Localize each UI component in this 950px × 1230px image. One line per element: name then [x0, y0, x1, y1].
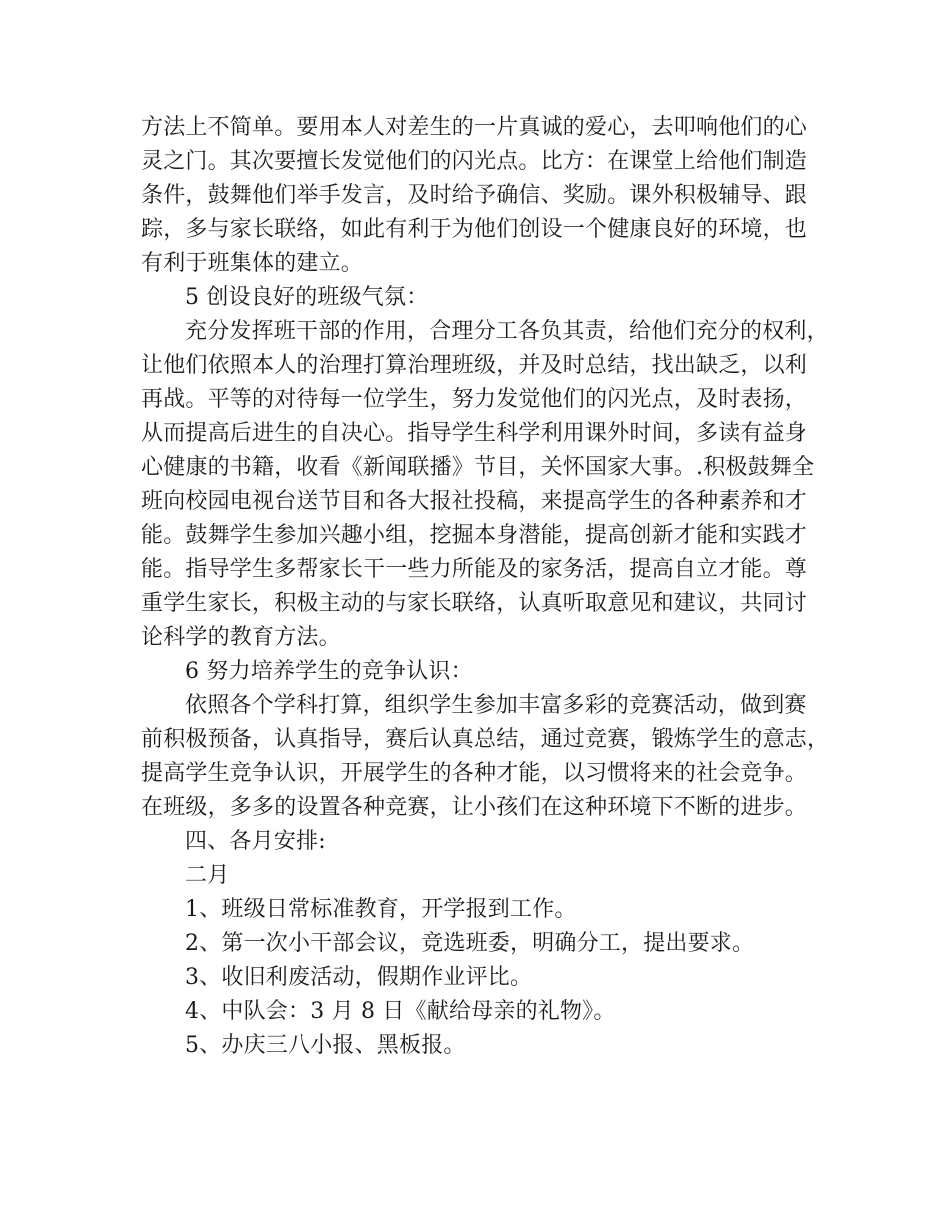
- paragraph-line: 依照各个学科打算，组织学生参加丰富多彩的竞赛活动，做到赛: [185, 693, 807, 718]
- list-item: 2、第一次小干部会议，竞选班委，明确分工，提出要求。: [185, 931, 755, 956]
- list-item: 4、中队会：3 月 8 日《献给母亲的礼物》。: [185, 999, 616, 1024]
- list-item: 5、办庆三八小报、黑板报。: [185, 1033, 466, 1058]
- paragraph-line: 有利于班集体的建立。: [141, 251, 364, 276]
- paragraph-line: 条件，鼓舞他们举手发言，及时给予确信、奖励。课外积极辅导、跟: [141, 183, 808, 208]
- paragraph-line: 心健康的书籍，收看《新闻联播》节目，关怀国家大事。.积极鼓舞全: [141, 455, 815, 480]
- paragraph-line: 重学生家长，积极主动的与家长联络，认真听取意见和建议，共同讨: [141, 591, 808, 616]
- paragraph-line: 能。鼓舞学生参加兴趣小组，挖掘本身潜能，提高创新才能和实践才: [141, 523, 808, 548]
- paragraph-line: 踪，多与家长联络，如此有利于为他们创设一个健康良好的环境，也: [141, 217, 808, 242]
- paragraph-line: 论科学的教育方法。: [141, 625, 341, 650]
- paragraph-line: 在班级，多多的设置各种竞赛，让小孩们在这种环境下不断的进步。: [141, 795, 808, 820]
- list-item: 1、班级日常标准教育，开学报到工作。: [185, 897, 577, 922]
- paragraph-line: 从而提高后进生的自决心。指导学生科学利用课外时间，多读有益身: [141, 421, 808, 446]
- paragraph-line: 能。指导学生多帮家长干一些力所能及的家务活，提高自立才能。尊: [141, 557, 808, 582]
- paragraph-line: 再战。平等的对待每一位学生，努力发觉他们的闪光点，及时表扬，: [141, 387, 808, 412]
- paragraph-line: 充分发挥班干部的作用，合理分工各负其责，给他们充分的权利，: [185, 319, 829, 344]
- month-heading: 二月: [185, 863, 230, 888]
- paragraph-line: 方法上不简单。要用本人对差生的一片真诚的爱心，去叩响他们的心: [141, 115, 808, 140]
- section-heading: 6 努力培养学生的竞争认识：: [185, 659, 473, 684]
- section-heading: 四、各月安排:: [185, 829, 326, 854]
- paragraph-line: 提高学生竞争认识，开展学生的各种才能，以习惯将来的社会竞争。: [141, 761, 808, 786]
- section-heading: 5 创设良好的班级气氛：: [185, 285, 429, 310]
- paragraph-line: 班向校园电视台送节目和各大报社投稿，来提高学生的各种素养和才: [141, 489, 808, 514]
- list-item: 3、收旧利废活动，假期作业评比。: [185, 965, 533, 990]
- paragraph-line: 灵之门。其次要擅长发觉他们的闪光点。比方：在课堂上给他们制造: [141, 149, 808, 174]
- paragraph-line: 让他们依照本人的治理打算治理班级，并及时总结，找出缺乏，以利: [141, 353, 808, 378]
- paragraph-line: 前积极预备，认真指导，赛后认真总结，通过竞赛，锻炼学生的意志，: [141, 727, 830, 752]
